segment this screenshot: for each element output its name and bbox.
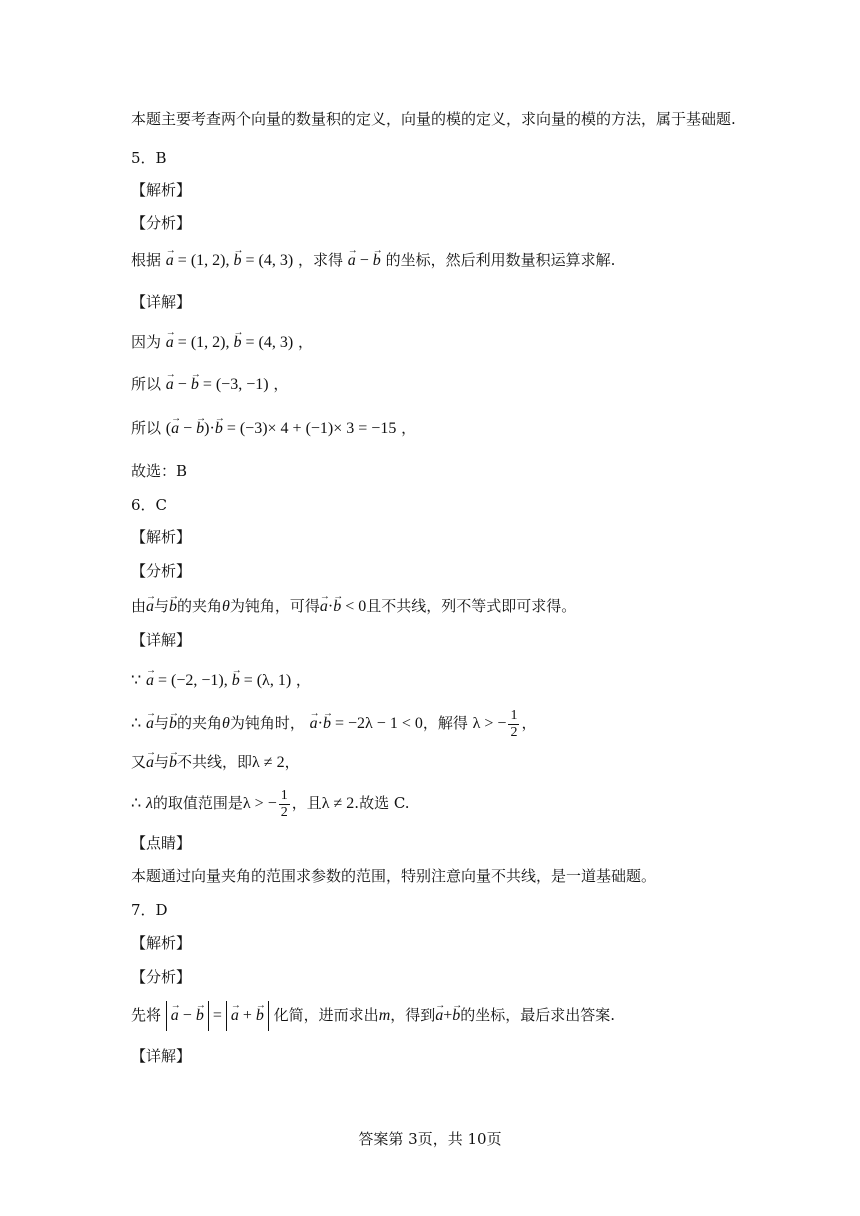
vector-a: → a bbox=[146, 714, 154, 734]
analysis-text-q7 bbox=[131, 1001, 615, 1031]
text: ，解得 bbox=[422, 714, 468, 733]
vector-ab-def: → a = (1, 2), → b = (4, 3) bbox=[166, 252, 293, 269]
math-text: + bbox=[443, 1007, 453, 1024]
text: 为钝角时， bbox=[229, 714, 305, 733]
fraction-numerator: 1 bbox=[510, 708, 518, 723]
theta-symbol: θ bbox=[222, 715, 230, 733]
math-text: λ ≠ 2 bbox=[252, 754, 285, 771]
therefore-symbol: ∴ bbox=[131, 715, 142, 733]
section-jiexi: 【解析】 bbox=[131, 181, 192, 199]
math-text: = (λ, 1) bbox=[243, 672, 292, 689]
vector-b: → b bbox=[169, 714, 177, 734]
math-text: = (−2, −1), bbox=[157, 672, 232, 689]
question-6-answer: 6．C bbox=[131, 496, 168, 514]
math-text: = (−3)× 4 + (−1)× 3 = −15 bbox=[226, 420, 397, 437]
text: 为钝角，可得 bbox=[229, 597, 320, 615]
lambda-bound bbox=[472, 708, 522, 740]
math-text: − bbox=[177, 376, 187, 393]
summary-text: 本题主要考查两个向量的数量积的定义，向量的模的定义，求向量的模的方法，属于基础题. bbox=[131, 110, 736, 128]
text: 的夹角 bbox=[176, 714, 222, 733]
fraction-denominator: 2 bbox=[280, 805, 288, 820]
math-text: = bbox=[212, 1007, 222, 1024]
section-jiexi: 【解析】 bbox=[131, 934, 192, 952]
text: 与 bbox=[154, 597, 170, 615]
text: ， bbox=[401, 419, 417, 437]
abs-equation: → a − → b = → a + → b bbox=[166, 1007, 269, 1024]
math-text: λ ≠ 2 bbox=[321, 795, 355, 813]
detail-line-q6-1 bbox=[131, 670, 311, 691]
text: 的坐标，然后利用数量积运算求解. bbox=[385, 251, 616, 269]
section-xiangjie: 【详解】 bbox=[131, 631, 192, 649]
theta-symbol: θ bbox=[222, 598, 230, 615]
detail-line-1 bbox=[131, 332, 313, 353]
text: 又 bbox=[131, 753, 147, 771]
math-text: = (1, 2), bbox=[177, 334, 234, 351]
math-text: = (−3, −1) bbox=[202, 376, 269, 393]
math-text: λ > − bbox=[472, 715, 507, 733]
text: ，且 bbox=[291, 794, 322, 813]
text: .故选 C. bbox=[354, 794, 410, 813]
fraction-denominator: 2 bbox=[510, 725, 518, 740]
text: 与 bbox=[154, 753, 170, 771]
fraction-numerator: 1 bbox=[280, 788, 288, 803]
math-text: = (1, 2), bbox=[177, 252, 234, 269]
section-xiangjie: 【详解】 bbox=[131, 293, 192, 311]
text: 的夹角 bbox=[177, 597, 223, 615]
text: 所以 bbox=[131, 375, 162, 393]
detail-line-q6-4 bbox=[131, 788, 410, 821]
section-jiexi: 【解析】 bbox=[131, 528, 192, 546]
vector-b: → b bbox=[169, 753, 177, 773]
section-fenxi: 【分析】 bbox=[131, 968, 192, 986]
section-xiangjie: 【详解】 bbox=[131, 1047, 192, 1065]
section-dianjing: 【点睛】 bbox=[131, 834, 192, 852]
variable-m: m bbox=[378, 1007, 391, 1024]
text: ，得到 bbox=[390, 1006, 436, 1024]
text: ， bbox=[521, 714, 537, 733]
lambda-bound bbox=[242, 788, 292, 820]
question-5-answer: 5．B bbox=[131, 149, 167, 167]
vector-a: → a bbox=[146, 753, 154, 773]
detail-line-3 bbox=[131, 418, 416, 439]
text: 不共线，即 bbox=[177, 753, 253, 771]
vector-b: → b bbox=[169, 597, 177, 617]
math-text: − bbox=[359, 252, 369, 269]
because-symbol: ∵ bbox=[131, 672, 142, 689]
section-fenxi: 【分析】 bbox=[131, 214, 192, 232]
question-7-answer: 7．D bbox=[131, 901, 168, 919]
comment-text: 本题通过向量夹角的范围求参数的范围，特别注意向量不共线，是一道基础题。 bbox=[131, 867, 657, 885]
text: 由 bbox=[131, 597, 147, 615]
text: 根据 bbox=[131, 251, 162, 269]
vector-difference: → a − → b = (−3, −1) bbox=[166, 376, 269, 393]
math-text: = (4, 3) bbox=[245, 334, 294, 351]
lambda-symbol: λ bbox=[145, 795, 153, 813]
math-text: + bbox=[242, 1007, 252, 1024]
vector-a: → a bbox=[146, 597, 154, 617]
vector-sum: → a+→ b bbox=[435, 1007, 460, 1024]
math-text: = −2λ − 1 < 0 bbox=[334, 715, 423, 733]
text: 因为 bbox=[131, 333, 162, 351]
text: 且不共线，列不等式即可求得。 bbox=[366, 597, 577, 615]
math-text: − bbox=[183, 420, 193, 437]
math-text: = (4, 3) bbox=[245, 252, 294, 269]
text: 与 bbox=[153, 714, 169, 733]
detail-line-2 bbox=[131, 374, 288, 395]
text: 先将 bbox=[131, 1006, 162, 1024]
section-fenxi: 【分析】 bbox=[131, 562, 192, 580]
text: ， bbox=[284, 753, 300, 771]
math-text: < 0 bbox=[345, 598, 367, 615]
math-text: − bbox=[182, 1007, 192, 1024]
text: 所以 bbox=[131, 419, 162, 437]
vector-ab-def: → a = (1, 2), → b = (4, 3) bbox=[166, 334, 293, 351]
text: ， bbox=[295, 671, 311, 689]
text: 的坐标，最后求出答案. bbox=[460, 1006, 616, 1024]
analysis-text-q6 bbox=[131, 596, 576, 617]
text: 化简，进而求出 bbox=[273, 1006, 379, 1024]
text: ， bbox=[273, 375, 289, 393]
detail-line-q6-2 bbox=[131, 708, 536, 741]
dot-inequality: → a·→ b = −2λ − 1 < 0 bbox=[310, 715, 423, 732]
text: ， bbox=[297, 333, 313, 351]
dot-product-calc: (→ a − → b)·→ b = (−3)× 4 + (−1)× 3 = −15 bbox=[166, 420, 397, 437]
math-text: λ > − bbox=[242, 795, 277, 813]
text: 的取值范围是 bbox=[152, 794, 243, 813]
vector-defs: → a = (−2, −1), → b = (λ, 1) bbox=[146, 672, 291, 689]
detail-line-q6-3 bbox=[131, 752, 300, 773]
answer-q5: 故选：B bbox=[131, 462, 188, 480]
therefore-symbol: ∴ bbox=[131, 795, 142, 813]
dot-product-expr: → a·→ b < 0 bbox=[320, 598, 366, 615]
analysis-text-q5 bbox=[131, 250, 615, 271]
page-footer: 答案第 3页，共 10页 bbox=[358, 1130, 502, 1148]
vector-a-minus-b: → a − → b bbox=[348, 252, 381, 269]
text: ，求得 bbox=[297, 251, 343, 269]
